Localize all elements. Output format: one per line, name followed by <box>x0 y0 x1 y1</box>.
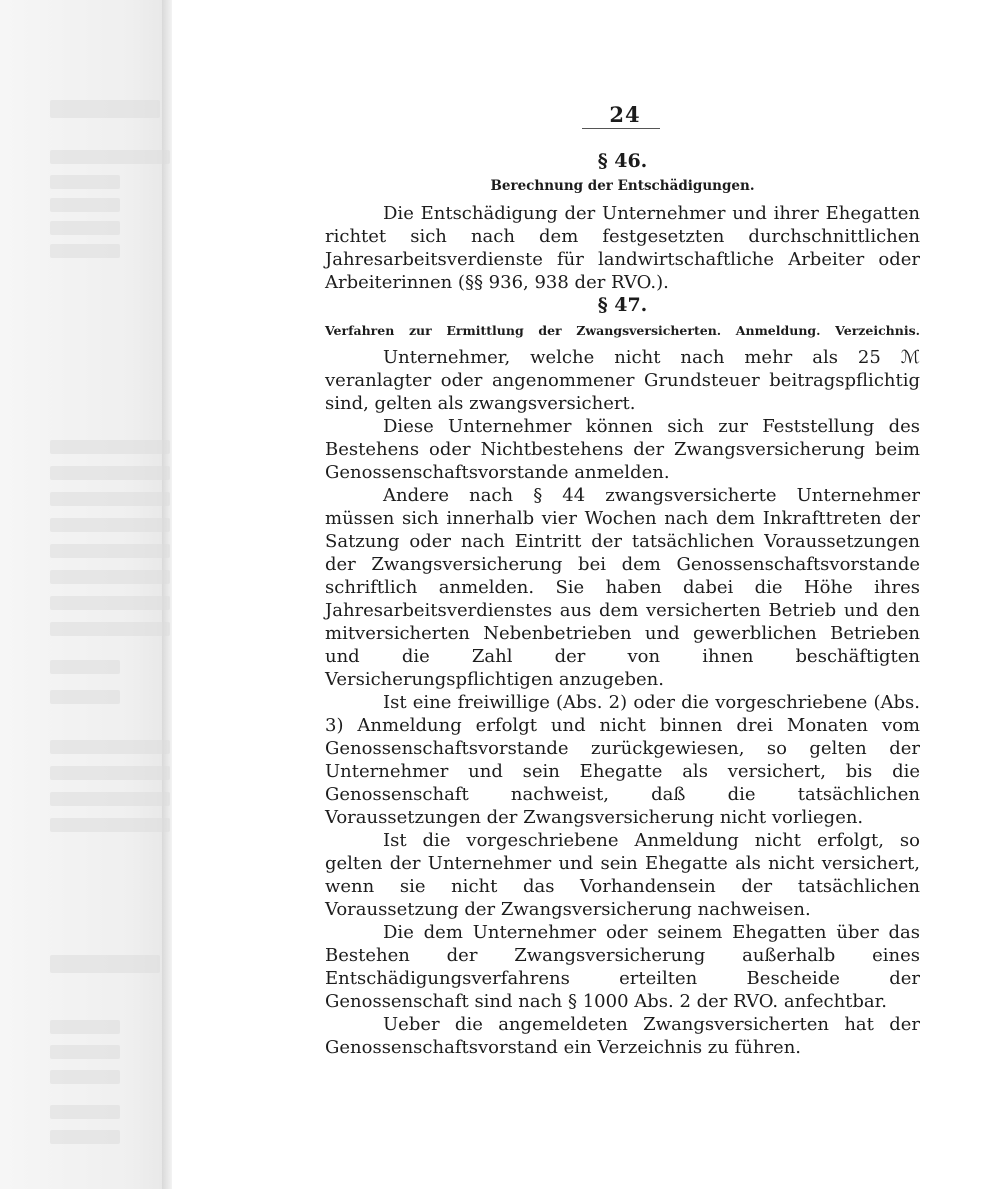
section-heading: § 46. <box>597 150 648 172</box>
bleed-through-mark <box>50 175 120 189</box>
paragraph: Unternehmer, welche nicht nach mehr als 25 ℳ veranlagter oder angenommener Grundsteuer beitragspflichtig sind, gelten als zwangsversichert. <box>325 347 920 414</box>
bleed-through-mark <box>50 792 170 806</box>
bleed-through-mark <box>50 596 170 610</box>
bleed-through-mark <box>50 1105 120 1119</box>
paragraph: Andere nach § 44 zwangsversicherte Unternehmer müssen sich innerhalb vier Wochen nach dem Inkrafttreten der Satzung oder nach Eintritt der tatsächlichen Voraussetzungen der Zwangsversicherung bei dem Genossenschaftsvorstande schriftlich anmelden. Sie haben dabei die Höhe ihres Jahresarbeitsverdienstes aus dem versicherten Betrieb und den mitversicherten Nebenbetrieben und gewerblichen Betrieben und die Zahl der von ihnen beschäftigten Versicherungspflichtigen anzugeben. <box>325 485 920 690</box>
bleed-through-mark <box>50 518 170 532</box>
bleed-through-mark <box>50 955 160 973</box>
bleed-through-mark <box>50 818 170 832</box>
paragraph: Ist die vorgeschriebene Anmeldung nicht erfolgt, so gelten der Unternehmer und sein Ehegatte als nicht versichert, wenn sie nicht das Vorhandensein der tatsächlichen Voraussetzung der Zwangsversicherung nachweisen. <box>325 830 920 920</box>
bleed-through-mark <box>50 660 120 674</box>
bleed-through-mark <box>50 198 120 212</box>
bleed-through-mark <box>50 221 120 235</box>
paragraph: Ist eine freiwillige (Abs. 2) oder die vorgeschriebene (Abs. 3) Anmeldung erfolgt und nicht binnen drei Monaten vom Genossenschaftsvorstande zurückgewiesen, so gelten der Unternehmer und sein Ehegatte als versichert, bis die Genossenschaft nachweist, daß die tatsächlichen Voraussetzungen der Zwangsversicherung nicht vorliegen. <box>325 692 920 828</box>
page-number-rule <box>582 128 660 129</box>
bleed-through-mark <box>50 570 170 584</box>
bleed-through-mark <box>50 492 170 506</box>
section-heading: § 47. <box>597 294 648 316</box>
bleed-through-mark <box>50 150 170 164</box>
paragraph: Die Entschädigung der Unternehmer und ihrer Ehegatten richtet sich nach dem festgesetzten durchschnittlichen Jahresarbeitsverdienste für landwirtschaftliche Arbeiter oder Arbeiterinnen (§§ 936, 938 der RVO.). <box>325 203 920 293</box>
paragraph: Diese Unternehmer können sich zur Feststellung des Bestehens oder Nichtbestehens der Zwangsversicherung beim Genossenschaftsvorstande anmelden. <box>325 416 920 483</box>
section-title: Verfahren zur Ermittlung der Zwangsversicherten. Anmeldung. Verzeichnis. <box>325 323 920 338</box>
bleed-through-mark <box>50 740 170 754</box>
bleed-through-mark <box>50 1070 120 1084</box>
bleed-through-mark <box>50 622 170 636</box>
bleed-through-mark <box>50 100 160 118</box>
bleed-through-mark <box>50 690 120 704</box>
page-body <box>325 150 920 1059</box>
bleed-through-mark <box>50 766 170 780</box>
bleed-through-mark <box>50 244 120 258</box>
paragraph: Die dem Unternehmer oder seinem Ehegatten über das Bestehen der Zwangsversicherung außerhalb eines Entschädigungsverfahrens erteilten Bescheide der Genossenschaft sind nach § 1000 Abs. 2 der RVO. anfechtbar. <box>325 922 920 1012</box>
page-fold <box>162 0 172 1189</box>
bleed-through-mark <box>50 544 170 558</box>
bleed-through-mark <box>50 440 170 454</box>
bleed-through-mark <box>50 1045 120 1059</box>
paragraph: Ueber die angemeldeten Zwangsversicherten hat der Genossenschaftsvorstand ein Verzeichnis zu führen. <box>325 1014 920 1058</box>
bleed-through-mark <box>50 1130 120 1144</box>
bleed-through-mark <box>50 1020 120 1034</box>
page-number: 24 <box>609 102 641 127</box>
section-title: Berechnung der Entschädigungen. <box>490 178 755 194</box>
bleed-through-mark <box>50 466 170 480</box>
